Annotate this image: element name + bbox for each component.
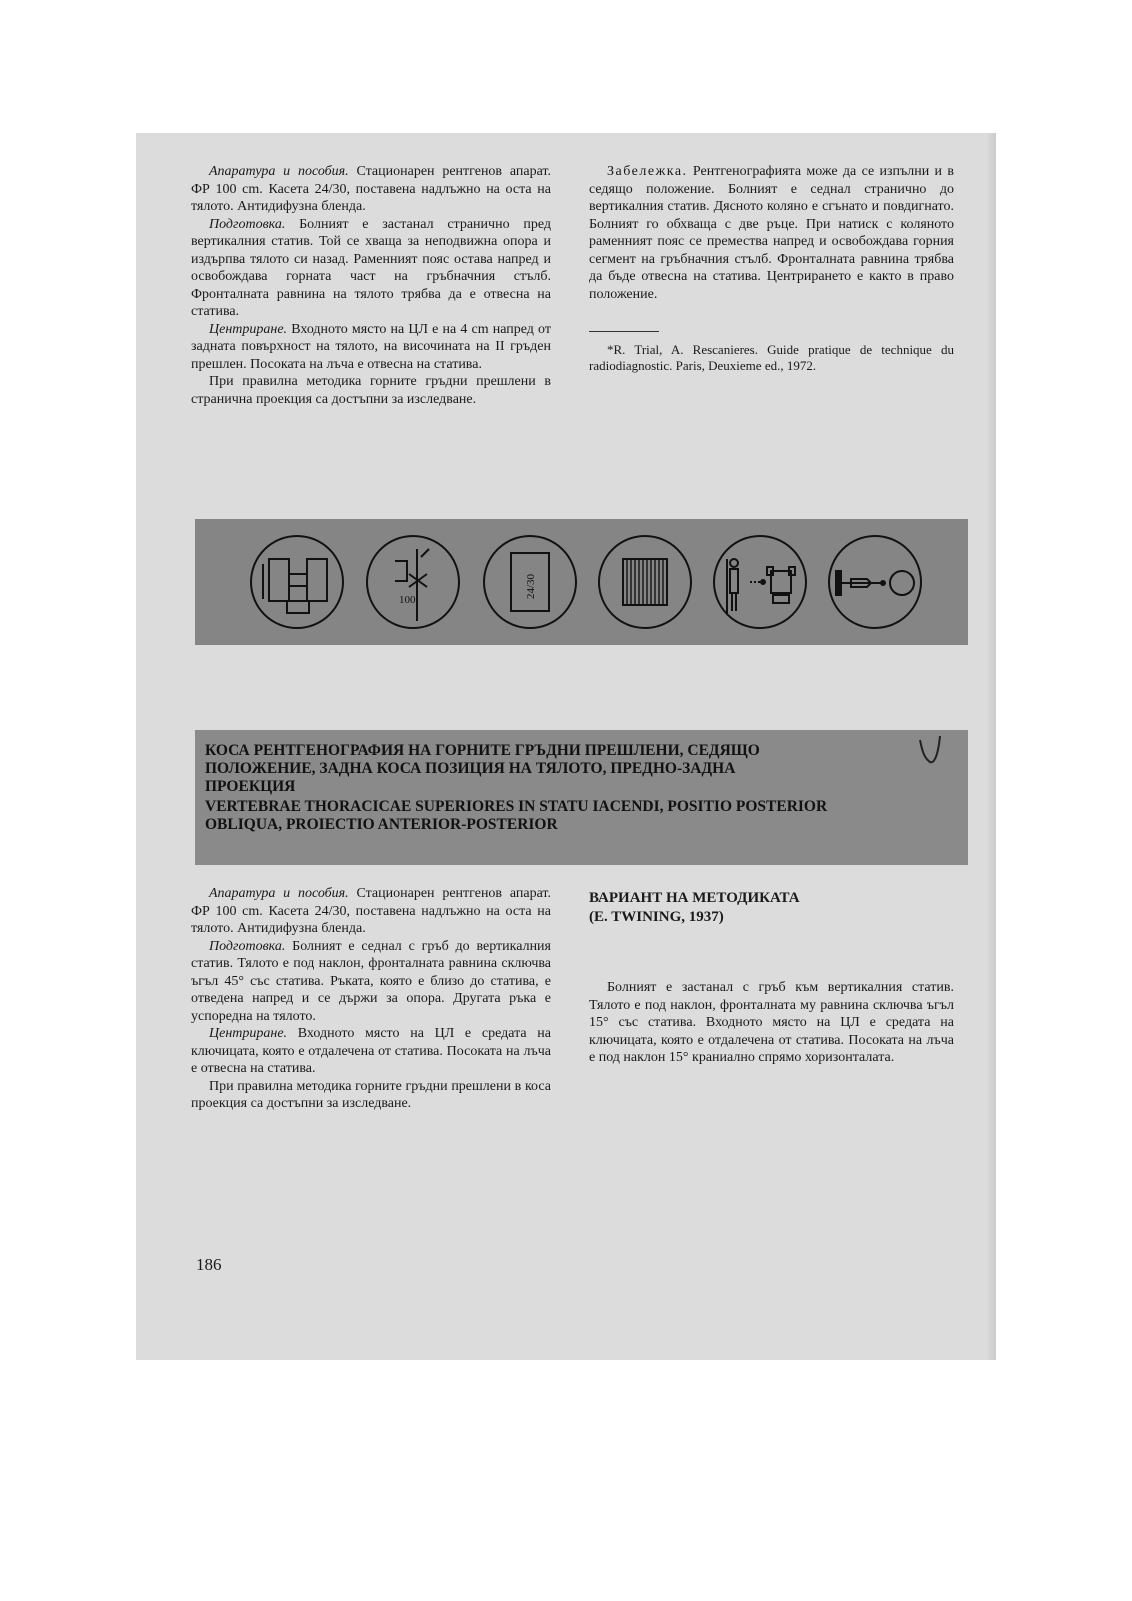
heading-latin-line: OBLIQUA, PROIECTIO ANTERIOR-POSTERIOR <box>205 816 558 833</box>
cassette-label: 24/30 <box>525 573 537 599</box>
paragraph: Апаратура и пособия. Стационарен рентгенов апарат. ФР 100 cm. Касета 24/30, поставена надлъжно на оста на тялото. Антидифузна бленда. <box>191 164 552 214</box>
paragraph: Подготовка. Болният е седнал с гръб до вертикалния статив. Тялото е под наклон, фронталната равнина сключва ъгъл 45° със статива. Ръката, която е близо до статива, е отведена напред и се държи за опора. Другата ръка е успоредна на тялото. <box>191 938 551 1024</box>
variant-subtitle: (E. TWINING, 1937) <box>589 909 724 925</box>
paragraph: При правилна методика горните гръдни прешлени в странична проекция са достъпни за изследване. <box>191 374 551 407</box>
cassette-icon <box>484 536 576 628</box>
footnote-divider <box>589 331 659 332</box>
heading-bulgarian-line: ПОЛОЖЕНИЕ, ЗАДНА КОСА ПОЗИЦИЯ НА ТЯЛОТО, ПРЕДНО-ЗАДНА <box>205 760 736 777</box>
paragraph: Апаратура и пособия. Стационарен рентгенов апарат. ФР 100 cm. Касета 24/30, поставена надлъжно на оста на тялото. Антидифузна бленда. <box>191 886 552 936</box>
book-page <box>136 133 996 1360</box>
checkmark-icon <box>916 734 946 768</box>
bottom-right-column <box>589 885 954 1067</box>
paragraph: Центриране. Входното място на ЦЛ е на 4 cm напред от задната повърхност на тялото, на височината на II гръден прешлен. Посоката на лъча е отвесна на статива. <box>191 321 551 372</box>
top-right-column <box>589 163 954 374</box>
section-heading <box>195 730 968 865</box>
x-ray-apparatus-icon <box>251 536 343 628</box>
focus-distance-icon <box>367 536 459 628</box>
heading-bulgarian-line: КОСА РЕНТГЕНОГРАФИЯ НА ГОРНИТЕ ГРЪДНИ ПРЕШЛЕНИ, СЕДЯЩО <box>205 742 760 759</box>
heading-latin-line: VERTEBRAE THORACICAE SUPERIORES IN STATU IACENDI, POSITIO POSTERIOR <box>205 798 828 815</box>
variant-title: ВАРИАНТ НА МЕТОДИКАТА <box>589 890 800 906</box>
bottom-left-column <box>191 885 551 1113</box>
icon-bar <box>195 519 968 645</box>
grid-bleed-icon <box>599 536 691 628</box>
patient-position-icon <box>714 536 806 628</box>
distance-label: 100 <box>399 594 416 606</box>
paragraph: При правилна методика горните гръдни прешлени в коса проекция са достъпни за изследване. <box>191 1078 551 1111</box>
heading-bulgarian-line: ПРОЕКЦИЯ <box>205 778 296 795</box>
footnote: *R. Trial, A. Rescanieres. Guide pratique de technique du radiodiagnostic. Paris, Deuxieme ed., 1972. <box>589 342 954 373</box>
paragraph: Подготовка. Болният е застанал странично пред вертикалния статив. Той се хваща за неподвижна опора и издърпва тялото си назад. Раменният пояс остава напред и освобождава горната част на гръбначния стълб. Фронталната равнина на тялото трябва да е отвесна на статива. <box>191 216 551 319</box>
beam-direction-icon <box>829 536 921 628</box>
page-number: 186 <box>196 1255 222 1274</box>
note-paragraph: Забележка. Рентгенографията може да се изпълни и в седящо положение. Болният е седнал странично до вертикалния статив. Дясното коляно е сгънато и повдигнато. Болният го обхваща с две ръце. При натиск с коляното раменният пояс се премества напред и освобождава горния сегмент на гръбначния стълб. Фронталната равнина трябва да бъде отвесна на статива. Центрирането е както в право положение. <box>589 164 954 302</box>
top-left-column <box>191 163 551 408</box>
paragraph: Центриране. Входното място на ЦЛ е средата на ключицата, която е отдалечена от статива. Посоката на лъча е отвесна на статива. <box>191 1026 551 1076</box>
variant-paragraph: Болният е застанал с гръб към вертикалния статив. Тялото е под наклон, фронталната му равнина сключва ъгъл 15° със статива. Входното място на ЦЛ е средата на ключицата, която е отдалечена от статива. Посоката на лъча е под наклон 15° краниално спрямо хоризонталата. <box>589 980 954 1065</box>
